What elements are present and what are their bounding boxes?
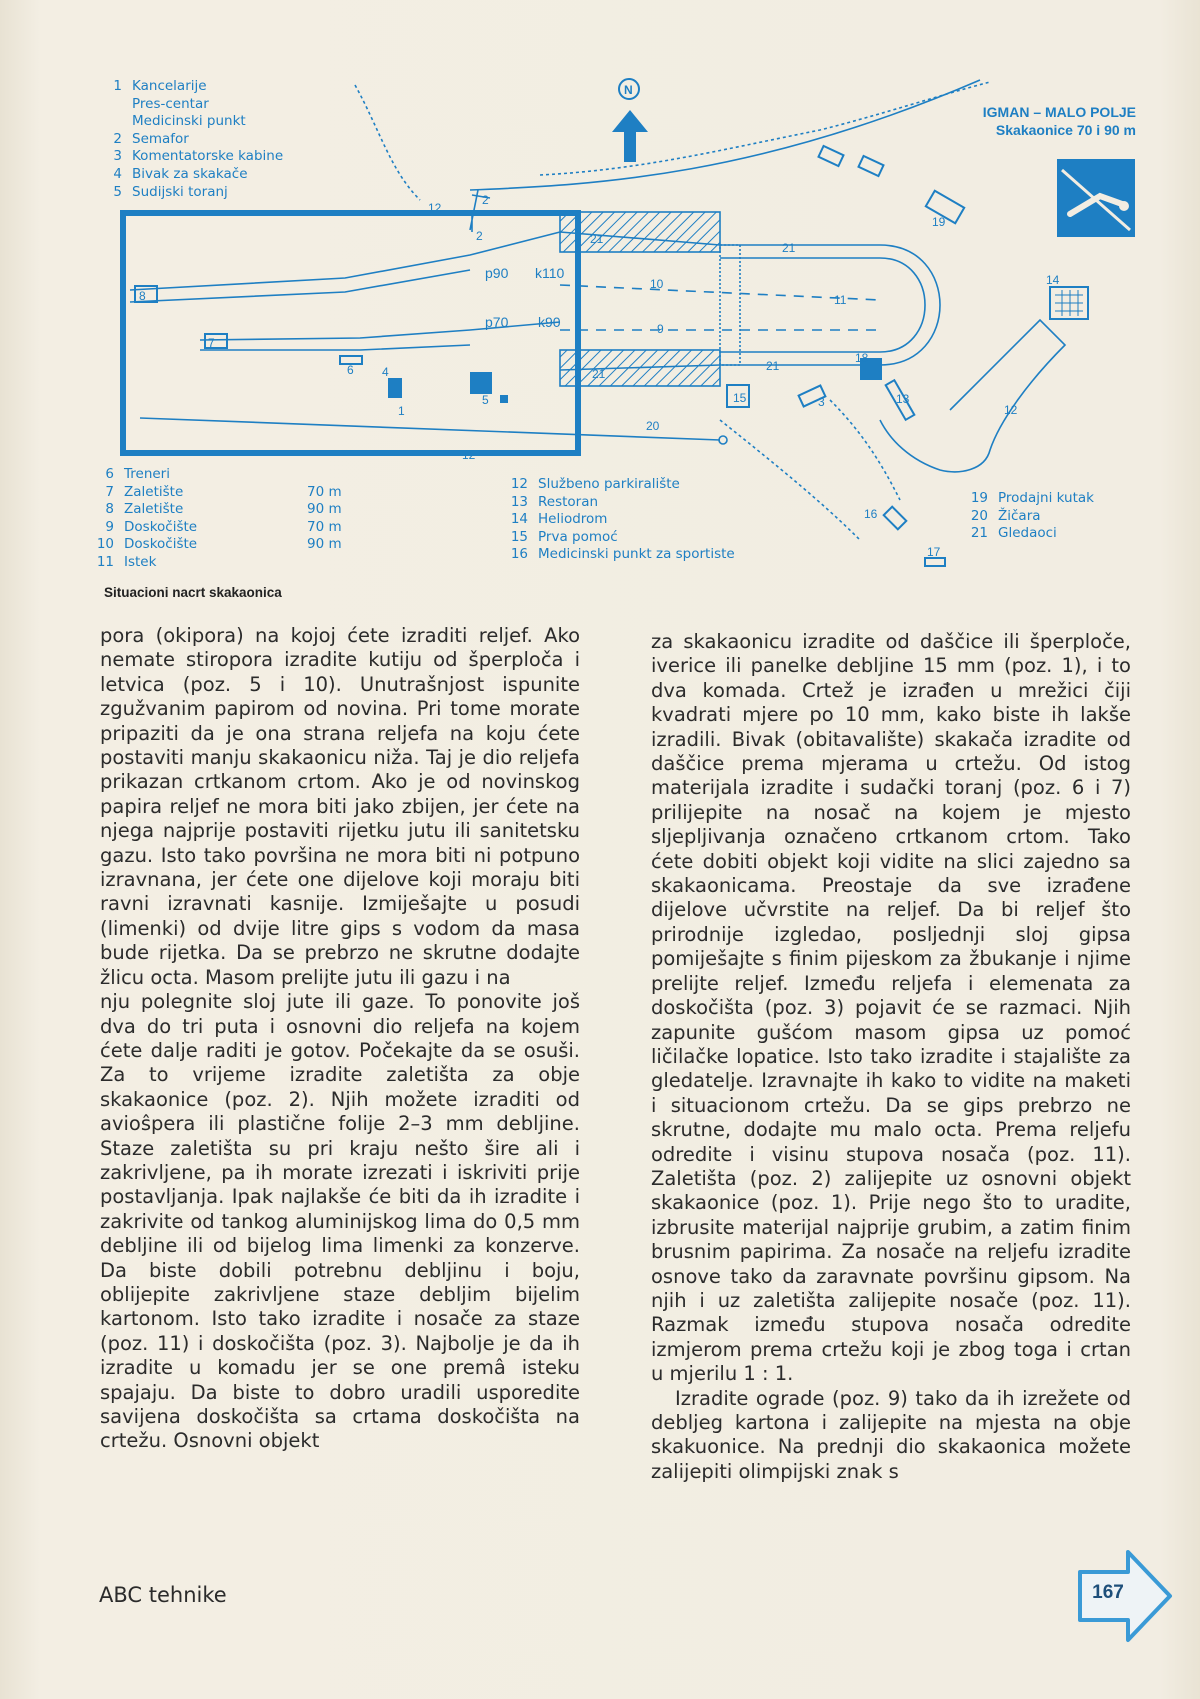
legend-item: 19 Prodajni kutak — [970, 490, 1094, 506]
terrain-contour — [540, 82, 990, 175]
plan-label-8: 8 — [139, 289, 146, 303]
plan-label-12: 12 — [462, 448, 476, 462]
plan-label-p90: p90 — [485, 265, 509, 281]
plan-label-20: 20 — [646, 419, 660, 433]
plan-label-3: 3 — [818, 395, 825, 409]
text-column-left — [100, 624, 580, 1454]
legend-item: 3 Komentatorske kabine — [113, 148, 284, 165]
terrain-contour — [355, 85, 420, 200]
plan-label-9: 9 — [657, 322, 664, 336]
paragraph: nju polegnite sloj jute ili gaze. To ponovite još dva do tri puta i osnovni dio reljefa na kojem ćete dalje raditi je gotov. Počekajte da se osuši. Za to vrijeme izradite zaletišta za obje skakaonice (poz. 2). Njih možete izraditi od avioŝpera ili plastične folije 2–3 mm debljine. Staze zaletišta su pri kraju nešto šire ali i zakrivljene, pa ih morate izrezati i iskriviti prije postavljanja. Ipak najlakše će biti da ih izradite i zakrivite od tankog aluminijskog lima do 0,5 mm debljine ili od bijelog lima limenki za konzerve. Da biste dobili potrebnu debljinu i boju, oblijepite zakrivljene staze debljim bijelim kartonom. Isto tako izradite i nosače za staze (poz. 11) i doskočišta (poz. 3). Najbolje je da ih izradite u komadu jer se one premâ isteku spajaju. Da biste to dobro uradili usporedite savijena doskočišta sa crtama doskočišta na crtežu. Osnovni objekt — [100, 990, 580, 1453]
publication-name: ABC tehnike — [99, 1583, 227, 1607]
terrain-contour — [720, 420, 860, 540]
north-label: N — [624, 83, 633, 97]
plan-label-14: 14 — [1046, 273, 1060, 287]
plan-label-k90: k90 — [538, 314, 561, 330]
legend-item: 1 Kancelarije — [113, 78, 207, 94]
legend-item: 20 Žičara — [970, 507, 1041, 524]
plan-frame — [123, 213, 578, 453]
legend-item: 16 Medicinski punkt za sportiste — [510, 546, 735, 563]
legend-item: 6 Treneri — [105, 466, 170, 482]
plan-label-p70: p70 — [485, 314, 509, 330]
plan-label-17: 17 — [927, 545, 941, 559]
plan-label-12: 12 — [428, 201, 442, 215]
plan-label-10: 10 — [650, 277, 664, 291]
legend-top — [100, 78, 283, 201]
legend-item: 4 Bivak za skakače — [113, 165, 248, 182]
plan-label-2b: 2 — [476, 229, 483, 243]
plan-label-21: 21 — [592, 367, 606, 381]
plan-label-21: 21 — [590, 232, 604, 246]
page-number: 167 — [1092, 1582, 1124, 1603]
plan-label-13: 13 — [896, 392, 910, 406]
inrun-70-b — [200, 345, 470, 350]
figure-caption: Situacioni nacrt skakaonica — [104, 585, 282, 600]
legend-item: Medicinski punkt — [132, 113, 246, 130]
inrun-90 — [130, 232, 560, 290]
plan-label-16: 16 — [864, 507, 878, 521]
plan-label-12: 12 — [1004, 403, 1018, 417]
legend-item: 9 Doskočište 70 m — [105, 518, 342, 535]
outrun-inner — [720, 258, 925, 352]
site-subtitle: Skakaonice 70 i 90 m — [995, 122, 1136, 138]
plan-label-15: 15 — [733, 391, 747, 405]
site-name: IGMAN – MALO POLJE — [982, 104, 1136, 120]
text-column-right — [651, 630, 1131, 1484]
terrain-contour — [470, 80, 980, 190]
plan-label-4: 4 — [382, 365, 389, 379]
legend-item: 15 Prva pomoć — [510, 528, 618, 545]
plan-label-k110: k110 — [535, 265, 565, 281]
legend-item: 13 Restoran — [510, 493, 599, 510]
plan-label-5: 5 — [482, 393, 489, 407]
legend-item: 14 Heliodrom — [510, 511, 608, 528]
site-title — [983, 103, 1136, 139]
legend-middle — [506, 476, 735, 564]
legend-item: 7 Zaletište 70 m — [105, 483, 342, 500]
ski-lift-line — [140, 418, 720, 440]
inrun-90-b — [130, 270, 470, 302]
legend-item: 10 Doskočište 90 m — [96, 536, 342, 553]
legend-item: 12 Službeno parkiralište — [510, 476, 680, 492]
plan-label-7: 7 — [208, 336, 215, 350]
outrun-outer — [720, 245, 940, 365]
legend-bottom-left — [92, 466, 362, 572]
plan-label-19: 19 — [932, 215, 946, 229]
plan-label-6: 6 — [347, 363, 354, 377]
plan-label-21: 21 — [782, 241, 796, 255]
plan-label-1: 1 — [398, 404, 405, 418]
paragraph: za skakaonicu izradite od daščice ili šperploče, iverice ili panelke debljine 15 mm (poz. 1), i to dva komada. Crtež je izrađen u mrežici čiji kvadrati mjere po 10 mm, kako biste ih lakše izradili. Bivak (obitavalište) skakača izradite od daščice prema mjerama u crtežu. Od istog materijala izradite i sudački toranj (poz. 6 i 7) prilijepite na nosač na kojem je mjesto sljepljivanja označeno crtkanom crtom. Tako ćete dobiti objekt koji vidite na slici zajedno sa skakaonicama. Preostaje da sve izrađene dijelove učvrstite na reljef. Da bi reljef što prirodnije izgledao, posljednji sloj gipsa pomiješajte s finim pijeskom za žbukanje i njime prelijte reljef. Između reljefa i elemenata za doskočišta (poz. 3) pojavit će se razmaci. Njih zapunite gušćom masom gipsa uz pomoć ličilačke lopatice. Isto tako izradite i stajalište za gledatelje. Izravnajte ih kako to vidite na maketi i situacionom crtežu. Da se gips prebrzo ne skrutne, dodajte mu malo octa. Prema reljefu odredite i visinu stupova nosača (poz. 11). Zaletišta (poz. 2) zalijepite uz osnovni objekt skakaonice (poz. 1). Prije nego što to uradite, izbrusite materijal najprije grubim, a zatim finim brusnim papirima. Za nosače na reljefu izradite osnove tako da zaravnate površinu gipsom. Na njih i uz zaletišta zalijepite nosače (poz. 11). Razmak između stupova nosača odredite izmjerom prema crtežu koji je zbog toga i crtan u mjerilu 1 : 1. — [651, 630, 1131, 1386]
legend-item: 11 Istek — [96, 553, 157, 570]
terrain-contour — [830, 400, 900, 500]
plan-label-18: 18 — [855, 351, 869, 365]
plan-label-11: 11 — [834, 293, 847, 307]
legend-item: 21 Gledaoci — [970, 525, 1057, 542]
paragraph: Izradite ograde (poz. 9) tako da ih izrežete od debljeg kartona i zalijepite na mjesta na obje skakuonice. Na prednji dio skakaonica možete zalijepiti olimpijski znak s — [651, 1386, 1131, 1483]
legend-item: 5 Sudijski toranj — [113, 183, 228, 200]
legend-item: 8 Zaletište 90 m — [105, 501, 342, 518]
plan-label-21: 21 — [766, 359, 780, 373]
legend-item: 2 Semafor — [113, 130, 189, 147]
legend-item: Pres-centar — [132, 95, 209, 112]
ski-jump-pictogram-icon — [1057, 159, 1135, 237]
legend-right — [966, 490, 1094, 543]
plan-label-2a: 2 — [482, 193, 489, 207]
paragraph: pora (okipora) na kojoj ćete izraditi reljef. Ako nemate stiropora izradite kutiju od šperploča i letvica (poz. 5 i 10). Unutrašnjost ispunite zgužvanim papirom od novina. Pri tome morate pripaziti da je ona strana reljefa na koju ćete postaviti manju skakaonicu niža. Taj je dio reljefa prikazan crtkanom crtom. Ako je od novinskog papira reljef ne mora biti jako zbijen, jer ćete na njega najprije postaviti rijetku jutu ili sanitetsku gazu. Isto tako površina ne mora biti ni potpuno izravnana, jer ćete one dijelove koji moraju biti ravni izravnati kasnije. Izmiješajte u posudi (limenki) od dvije litre gips s vodom da masa bude rijetka. Da se prebrzo ne skrutne dodajte žlicu octa. Masom prelijte jutu ili gazu i na — [100, 624, 580, 989]
